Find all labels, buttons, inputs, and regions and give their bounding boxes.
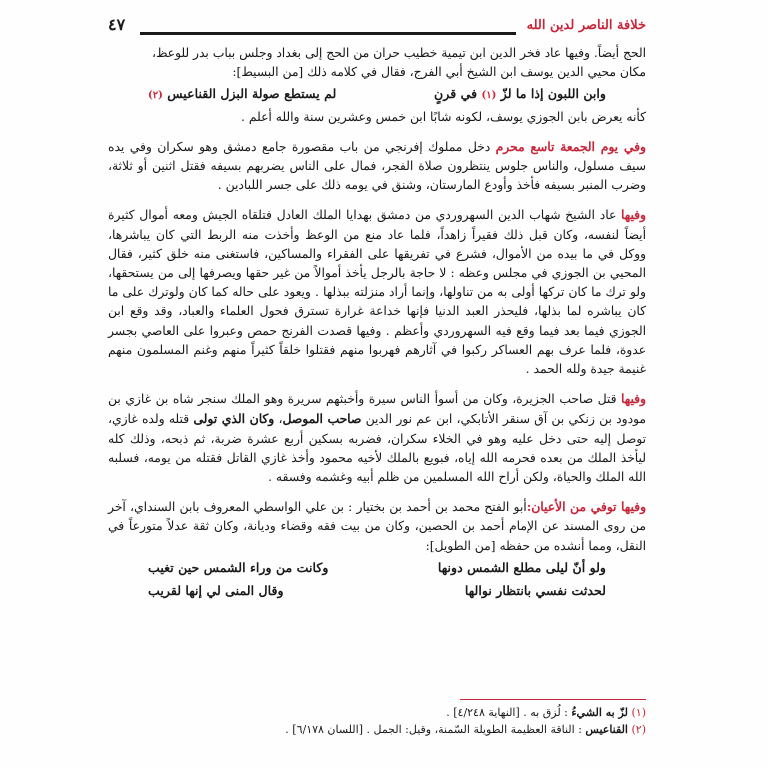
paragraph-lead: وفيها <box>621 207 646 223</box>
footnote: (٢) القناعيس : الناقة العظيمة الطويلة السّمنة، وقيل: الجمل . [اللسان ٦/١٧٨] . <box>285 723 646 736</box>
footnotes <box>108 704 646 738</box>
text-line: الحج أيضاً. وفيها عاد فخر الدين ابن تيمية خطيب حران من الحج إلى بغداد وجلس بباب بدر للوعظ، <box>151 46 646 60</box>
footnote-marker: (٢) <box>148 90 163 102</box>
poem-verse <box>108 556 646 579</box>
paragraph: وفيها توفي من الأعيان:أبو الفتح محمد بن أحمد بن بختيار : بن علي الواسطي المعروف بابن السنداي، آخر من روى المسند عن الإمام أحمد بن الحصين، وكان من بيت فقه وقضاء وديانة، وكان ثقة عدلاً متورعاً في النقل، ومما أنشده من حفظه [من الطويل]: <box>108 499 647 553</box>
paragraph: وفيها قتل صاحب الجزيرة، وكان من أسوأ الناس سيرة وأخبثهم سريرة وهو الملك سنجر شاه بن غازي بن مودود بن زنكي بن آق سنقر الأتابكي، ابن عم نور الدين صاحب الموصل، وكان الذي تولى قتله ولده غازي، توصل إليه حتى دخل عليه وهو في الخلاء سكران، فضربه بسكين أربع عشرة ضربة، ثم ذبحه، وذلك كله ليأخذ الملك من بعده فحرمه الله إياه، فبويع بالملك لأخيه محمود وأخذ غازي القاتل فقتله من يومه، فسلبه الله الملك والحياة، ولكن أراح الله المسلمين من ظلم أبيه وغشمه وفسقه . <box>108 391 646 485</box>
footnote-number: (٢) <box>631 723 646 736</box>
footnote: (١) لزّ به الشيءُ : لُزق به . [النهاية ٤/٢٤٨] . <box>446 706 646 719</box>
page-number: ٤٧ <box>108 15 126 34</box>
verse-second-half: وقال المنى لي إنها لقريب <box>148 583 284 599</box>
footnote-term: القناعيس <box>585 723 628 736</box>
verse-first-half: لحدثت نفسي بانتظار نوالها <box>464 583 606 599</box>
verse-first-half: ولو أنّ ليلى مطلع الشمس دونها <box>437 559 606 575</box>
footnote-rule <box>460 699 646 700</box>
footnote-term: لزّ به الشيءُ <box>571 706 628 719</box>
footnote-number: (١) <box>631 706 646 719</box>
paragraph-lead: وفي يوم الجمعة تاسع محرم <box>495 138 646 154</box>
verse-second-half: لم يستطع صولة البزل القناعيس (٢) <box>148 86 337 102</box>
text-line: مكان محيي الدين يوسف ابن الشيخ أبي الفرج، فقال في كلامه ذلك [من البسيط]: <box>232 65 646 80</box>
running-title: خلافة الناصر لدين الله <box>526 18 646 33</box>
paragraph: كأنه يعرض بابن الجوزي يوسف، لكونه شابًا ابن خمس وعشرين سنة والله أعلم . <box>241 109 646 124</box>
paragraph-lead: وفيها توفي من الأعيان: <box>526 499 647 515</box>
verse-first-half: وابن اللبون إذا ما لزّ (١) في قرنٍ <box>434 86 606 102</box>
main-text <box>108 44 646 602</box>
poem-verse <box>108 579 646 602</box>
poem-verse <box>108 82 646 107</box>
paragraph: وفيها عاد الشيخ شهاب الدين السهروردي من دمشق بهدايا الملك العادل فتلقاه الجيش ومعه أموال كثيرة أيضاً لنفسه، وكان قبل ذلك فقيراً زاهداً، فلما عاد منع من الوعظ وأخذت منه الربط التي كان يباشرها، ووكل في ما بيده من الأموال، فشرع في تفريقها على الفقراء والمساكين، فاستغنى منه خلق كثير، فقال المحيي بن الجوزي في مجلس وعظه : لا حاجة بالرجل يأخذ أموالاً من غير حقها ويصرفها إلى من يستحقها، ولو ترك ما كان تركها أولى به من تناولها، وإنما أراد منزلته ببذلها . ويعود على حاله كما كان ولوترك على ما كان يباشره لما بذلها، فليحذر العبد الدنيا فإنها خداعة غرارة تسترق فحول العلماء والعباد، وقد وقع ابن الجوزي فيما بعد فيما وقع فيه السهروردي وأعظم . وفيها قصدت الفرنج حمص وعبروا على العاصي بجسر عدوة، فلما عرف بهم العساكر ركبوا في آثارهم فهربوا منهم فقتلوا خلقاً كثيراً منهم وغنم المسلمون منهم غنيمة جيدة ولله الحمد . <box>108 207 646 377</box>
verse-second-half: وكانت من وراء الشمس حين تغيب <box>148 559 329 575</box>
footnote-marker: (١) <box>481 90 497 102</box>
paragraph-lead: وفيها <box>621 391 646 407</box>
header-rule <box>140 32 516 35</box>
page-header <box>108 15 646 40</box>
paragraph: وفي يوم الجمعة تاسع محرم دخل مملوك إفرنجي من باب مقصورة جامع دمشق وهو سكران وفي يده سيف مسلول، والناس جلوس ينتظرون صلاة الفجر، فمال على الناس يضربهم بسيفه فقتل اثنين أو ثلاثة، وضرب المنبر بسيفه فأخذ وأودع المارستان، وشنق في يومه ذلك على جسر اللبادين . <box>108 138 646 193</box>
